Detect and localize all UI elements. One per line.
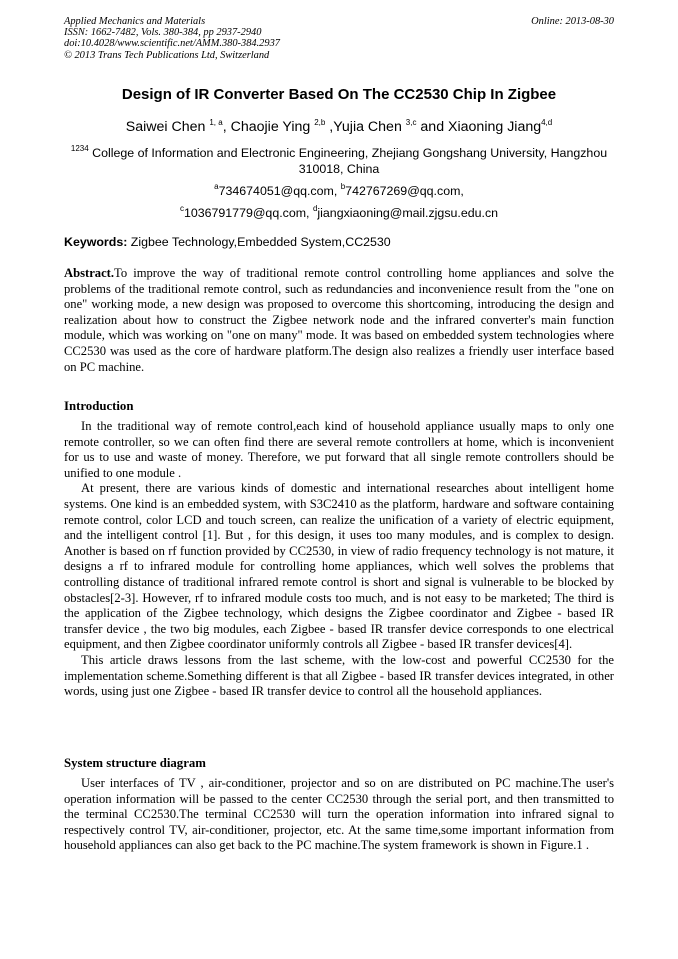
paragraph: This article draws lessons from the last scheme, with the low-cost and powerful CC2530 for the implementation scheme.Something different is that all Zigbee - based IR transfer devices integrated, in other words, using just one Zigbee - based IR transfer device to control all the household appliances. xyxy=(64,652,614,699)
author-list xyxy=(64,119,614,135)
journal-name: Applied Mechanics and Materials xyxy=(64,16,206,27)
system-structure-section xyxy=(64,776,614,854)
email-a[interactable]: 734674051@qq.com, xyxy=(218,184,341,198)
abstract-label: Abstract. xyxy=(64,266,115,280)
paper-title: Design of IR Converter Based On The CC2530 Chip In Zigbee xyxy=(121,86,557,103)
paragraph: In the traditional way of remote control,each kind of household appliance usually maps to only one remote controller, so we can often find there are several remote controllers at home, which is inconvenient for us to use and waste of money. Therefore, we put forward that all single remote controllers should be unified to one module . xyxy=(64,419,614,480)
keywords-text: Zigbee Technology,Embedded System,CC2530 xyxy=(127,235,391,249)
email-mark: a xyxy=(214,182,219,191)
running-header xyxy=(64,16,614,61)
author-name: Saiwei Chen xyxy=(125,119,210,135)
affiliation-text: College of Information and Electronic Engineering, Zhejiang Gongshang University, Hangzhou 310018, China xyxy=(88,146,608,176)
author-affil-mark: 1, a xyxy=(209,118,223,127)
author-affil-mark: 2,b xyxy=(314,118,326,127)
email-line-2 xyxy=(64,202,614,224)
issn-line: ISSN: 1662-7482, Vols. 380-384, pp 2937-2940 xyxy=(64,27,262,39)
keywords xyxy=(64,235,614,249)
author-affil-mark: 3,c xyxy=(405,118,417,127)
author-emails xyxy=(64,180,614,224)
paragraph: At present, there are various kinds of domestic and international researches about intelligent home systems. One kind is an embedded system, with S3C2410 as the platform, hardware and software containing remote control, color LCD and touch screen, can realize the unification of a variety of electric equipment, and the intelligent control [1]. But , for this design, it uses too many modules, and is complex to design. Another is based on rf function provided by CC2530, in view of radio frequency technology is not mature, it designs a rf to infrared module for controlling home appliances, which well solves the problems that controlling distance of traditional infrared remote control is short and signal is vulnerable to be blocked by obstacles[2-3]. However, rf to infrared module costs too much, and is not easy to be marketed; The third is the application of the Zigbee technology, which designs the Zigbee coordinator and Zigbee - based IR transfer device , the two big modules, each Zigbee - based IR transfer device corresponds to one electrical equipment, and then Zigbee coordinator uniformly controls all Zigbee - based IR transfer devices[4]. xyxy=(64,481,614,652)
affiliation-mark: 1234 xyxy=(70,144,89,153)
section-heading-system-structure: System structure diagram xyxy=(64,756,206,770)
introduction-section xyxy=(64,419,614,700)
email-d[interactable]: jiangxiaoning@mail.zjgsu.edu.cn xyxy=(317,206,499,220)
copyright-line: © 2013 Trans Tech Publications Ltd, Switzerland xyxy=(64,49,270,61)
author-name: Chaojie Ying xyxy=(230,119,315,135)
author-separator: , xyxy=(222,119,231,135)
abstract-text: To improve the way of traditional remote control controlling home appliances and solve the problems of the traditional remote control, such as redundancies and inconvenience result from the "one on one" working mode, a new design was proposed to overcome this shortcoming, introducing the design and realization about how to construct the Zigbee network node and the infrared converter's main function module, which was working on "one on many" mode. It was based on embedded system technologies where CC2530 was used as the core of hardware platform.The design also realizes a friendly user interface based on PC machine. xyxy=(64,266,614,374)
email-line-1 xyxy=(64,180,614,202)
affiliation xyxy=(64,145,614,177)
online-date: Online: 2013-08-30 xyxy=(531,16,614,27)
email-b[interactable]: 742767269@qq.com, xyxy=(345,184,464,198)
email-c[interactable]: 1036791779@qq.com, xyxy=(183,206,313,220)
paragraph: User interfaces of TV , air-conditioner, projector and so on are distributed on PC machine.The user's operation information will be passed to the center CC2530 through the serial port, and then transmitted to the terminal CC2530.The terminal CC2530 will turn the operation information into infrared signal to respectively control TV, air-conditioner, projector, etc. At the same time,some important information from household appliances can also get back to the PC machine.The system framework is shown in Figure.1 . xyxy=(64,776,614,853)
abstract xyxy=(64,266,614,375)
section-heading-introduction: Introduction xyxy=(64,399,134,413)
journal-info xyxy=(64,16,280,61)
email-mark: c xyxy=(179,204,184,213)
author-affil-mark: 4,d xyxy=(541,118,553,127)
author-separator: , xyxy=(325,119,334,135)
keywords-label: Keywords: xyxy=(64,235,128,249)
author-separator: and xyxy=(416,119,449,135)
email-mark: d xyxy=(312,204,318,213)
author-name: Xiaoning Jiang xyxy=(448,119,542,135)
author-name: Yujia Chen xyxy=(333,119,406,135)
email-mark: b xyxy=(340,182,346,191)
doi-line[interactable]: doi:10.4028/www.scientific.net/AMM.380-384.2937 xyxy=(64,38,280,50)
